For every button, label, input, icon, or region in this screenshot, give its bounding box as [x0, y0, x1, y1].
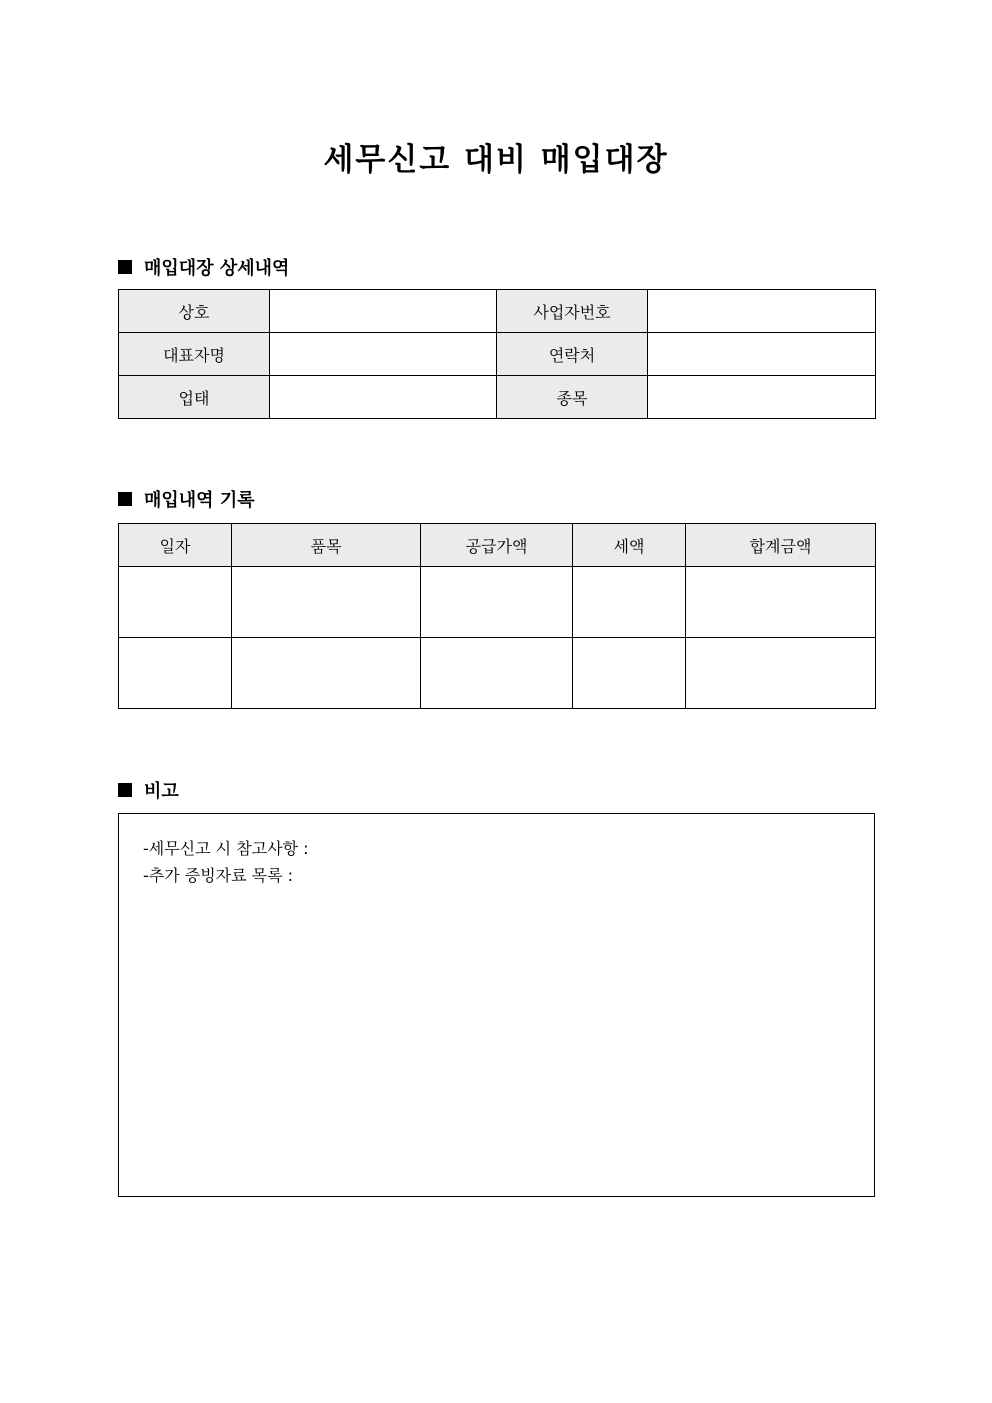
label-business-type: 업태 — [119, 376, 270, 419]
column-header-supply-amount: 공급가액 — [421, 524, 573, 567]
item-cell[interactable] — [232, 638, 421, 709]
table-row — [119, 638, 876, 709]
label-business-item: 종목 — [497, 376, 648, 419]
label-representative: 대표자명 — [119, 333, 270, 376]
date-cell[interactable] — [119, 567, 232, 638]
square-bullet-icon — [118, 260, 132, 274]
business-type-field[interactable] — [270, 376, 497, 419]
label-contact: 연락처 — [497, 333, 648, 376]
square-bullet-icon — [118, 783, 132, 797]
table-row — [119, 290, 876, 333]
section-heading-detail — [118, 254, 289, 280]
table-row — [119, 567, 876, 638]
contact-field[interactable] — [648, 333, 876, 376]
column-header-date: 일자 — [119, 524, 232, 567]
column-header-item: 품목 — [232, 524, 421, 567]
table-header-row — [119, 524, 876, 567]
business-number-field[interactable] — [648, 290, 876, 333]
section-heading-text: 매입내역 기록 — [144, 490, 255, 511]
supply-amount-cell[interactable] — [421, 567, 573, 638]
remarks-line-evidence-list: -추가 증빙자료 목록 : — [143, 866, 294, 885]
section-heading-text: 비고 — [144, 781, 179, 802]
section-heading-text: 매입대장 상세내역 — [144, 258, 290, 279]
section-heading-purchase — [118, 486, 255, 512]
remarks-line-tax-notes: -세무신고 시 참고사항 : — [143, 839, 309, 858]
item-cell[interactable] — [232, 567, 421, 638]
supply-amount-cell[interactable] — [421, 638, 573, 709]
label-business-number: 사업자번호 — [497, 290, 648, 333]
tax-cell[interactable] — [573, 567, 686, 638]
representative-field[interactable] — [270, 333, 497, 376]
remarks-box[interactable] — [118, 813, 875, 1197]
table-row — [119, 376, 876, 419]
page-title: 세무신고 대비 매입대장 — [323, 142, 669, 178]
purchase-table — [118, 523, 876, 709]
square-bullet-icon — [118, 492, 132, 506]
column-header-tax: 세액 — [573, 524, 686, 567]
business-item-field[interactable] — [648, 376, 876, 419]
label-company-name: 상호 — [119, 290, 270, 333]
tax-cell[interactable] — [573, 638, 686, 709]
section-heading-remarks — [118, 777, 179, 803]
total-cell[interactable] — [686, 638, 876, 709]
date-cell[interactable] — [119, 638, 232, 709]
company-name-field[interactable] — [270, 290, 497, 333]
detail-table — [118, 289, 876, 419]
column-header-total: 합계금액 — [686, 524, 876, 567]
table-row — [119, 333, 876, 376]
total-cell[interactable] — [686, 567, 876, 638]
